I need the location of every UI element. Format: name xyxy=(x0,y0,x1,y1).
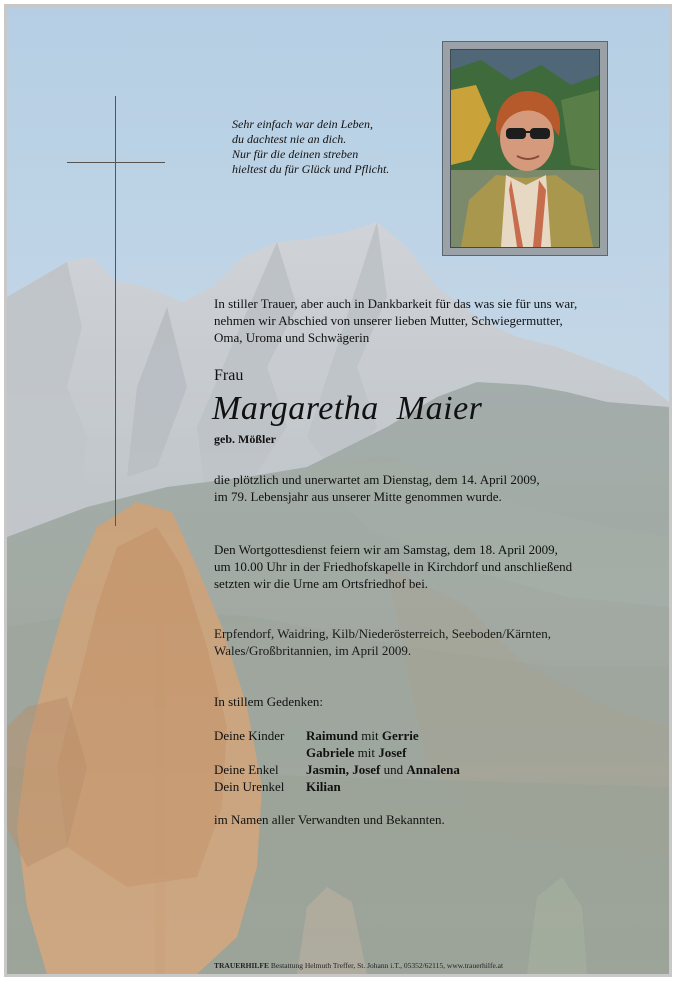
connector: und xyxy=(383,762,404,777)
places-line: Erpfendorf, Waidring, Kilb/Niederösterreich, Seeboden/Kärnten, xyxy=(214,626,551,641)
family-row-enkel xyxy=(214,761,460,778)
footer-credit xyxy=(214,961,503,970)
family-name: Gerrie xyxy=(381,728,419,743)
family-row-kinder-2 xyxy=(214,744,406,761)
deceased-name: Margaretha Maier xyxy=(212,390,483,427)
portrait-photo-frame xyxy=(442,41,608,256)
cross-horizontal-bar xyxy=(67,162,165,163)
intro-line: nehmen wir Abschied von unserer lieben Mutter, Schwiegermutter, xyxy=(214,313,563,328)
salutation: Frau xyxy=(214,367,244,384)
service-line: Den Wortgottesdienst feiern wir am Samstag, dem 18. April 2009, xyxy=(214,542,558,557)
footer-brand: TRAUERHILFE xyxy=(214,961,270,970)
poem-line: Nur für die deinen streben xyxy=(232,147,359,161)
family-name: Josef xyxy=(378,745,407,760)
family-label: Deine Kinder xyxy=(214,728,285,743)
family-label: Dein Urenkel xyxy=(214,779,285,794)
intro-line: In stiller Trauer, aber auch in Dankbarkeit für das was sie für uns war, xyxy=(214,296,578,311)
death-line: die plötzlich und unerwartet am Dienstag, dem 14. April 2009, xyxy=(214,472,540,487)
family-row-kinder xyxy=(214,727,419,744)
poem-line: du dachtest nie an dich. xyxy=(232,132,347,146)
funeral-service-info xyxy=(214,541,572,592)
poem-line: hieltest du für Glück und Pflicht. xyxy=(232,162,390,176)
family-row-urenkel xyxy=(214,778,341,795)
gedenken-heading: In stillem Gedenken: xyxy=(214,694,324,709)
memorial-poem xyxy=(232,117,389,177)
family-name: Gabriele xyxy=(306,745,355,760)
service-line: setzten wir die Urne am Ortsfriedhof bei. xyxy=(214,576,429,591)
death-line: im 79. Lebensjahr aus unserer Mitte genommen wurde. xyxy=(214,489,502,504)
death-notice xyxy=(214,471,540,505)
family-name: Kilian xyxy=(306,779,341,794)
cross-vertical-bar xyxy=(115,96,116,526)
portrait-photo xyxy=(450,49,600,248)
birth-name: geb. Mößler xyxy=(214,432,276,446)
poem-line: Sehr einfach war dein Leben, xyxy=(232,117,373,131)
closing-line: im Namen aller Verwandten und Bekannten. xyxy=(214,812,445,827)
footer-text: Bestattung Helmuth Treffer, St. Johann i.T., 05352/62115, www.trauerhilfe.at xyxy=(270,961,504,970)
intro-line: Oma, Uroma und Schwägerin xyxy=(214,330,370,345)
service-line: um 10.00 Uhr in der Friedhofskapelle in Kirchdorf und anschließend xyxy=(214,559,573,574)
connector: mit xyxy=(357,745,375,760)
connector: mit xyxy=(361,728,379,743)
family-label: Deine Enkel xyxy=(214,762,279,777)
family-name: Annalena xyxy=(406,762,460,777)
places-and-date xyxy=(214,625,551,659)
intro-text xyxy=(214,295,577,346)
places-line: Wales/Großbritannien, im April 2009. xyxy=(214,643,412,658)
family-name: Raimund xyxy=(306,728,359,743)
family-name: Jasmin, Josef xyxy=(306,762,381,777)
